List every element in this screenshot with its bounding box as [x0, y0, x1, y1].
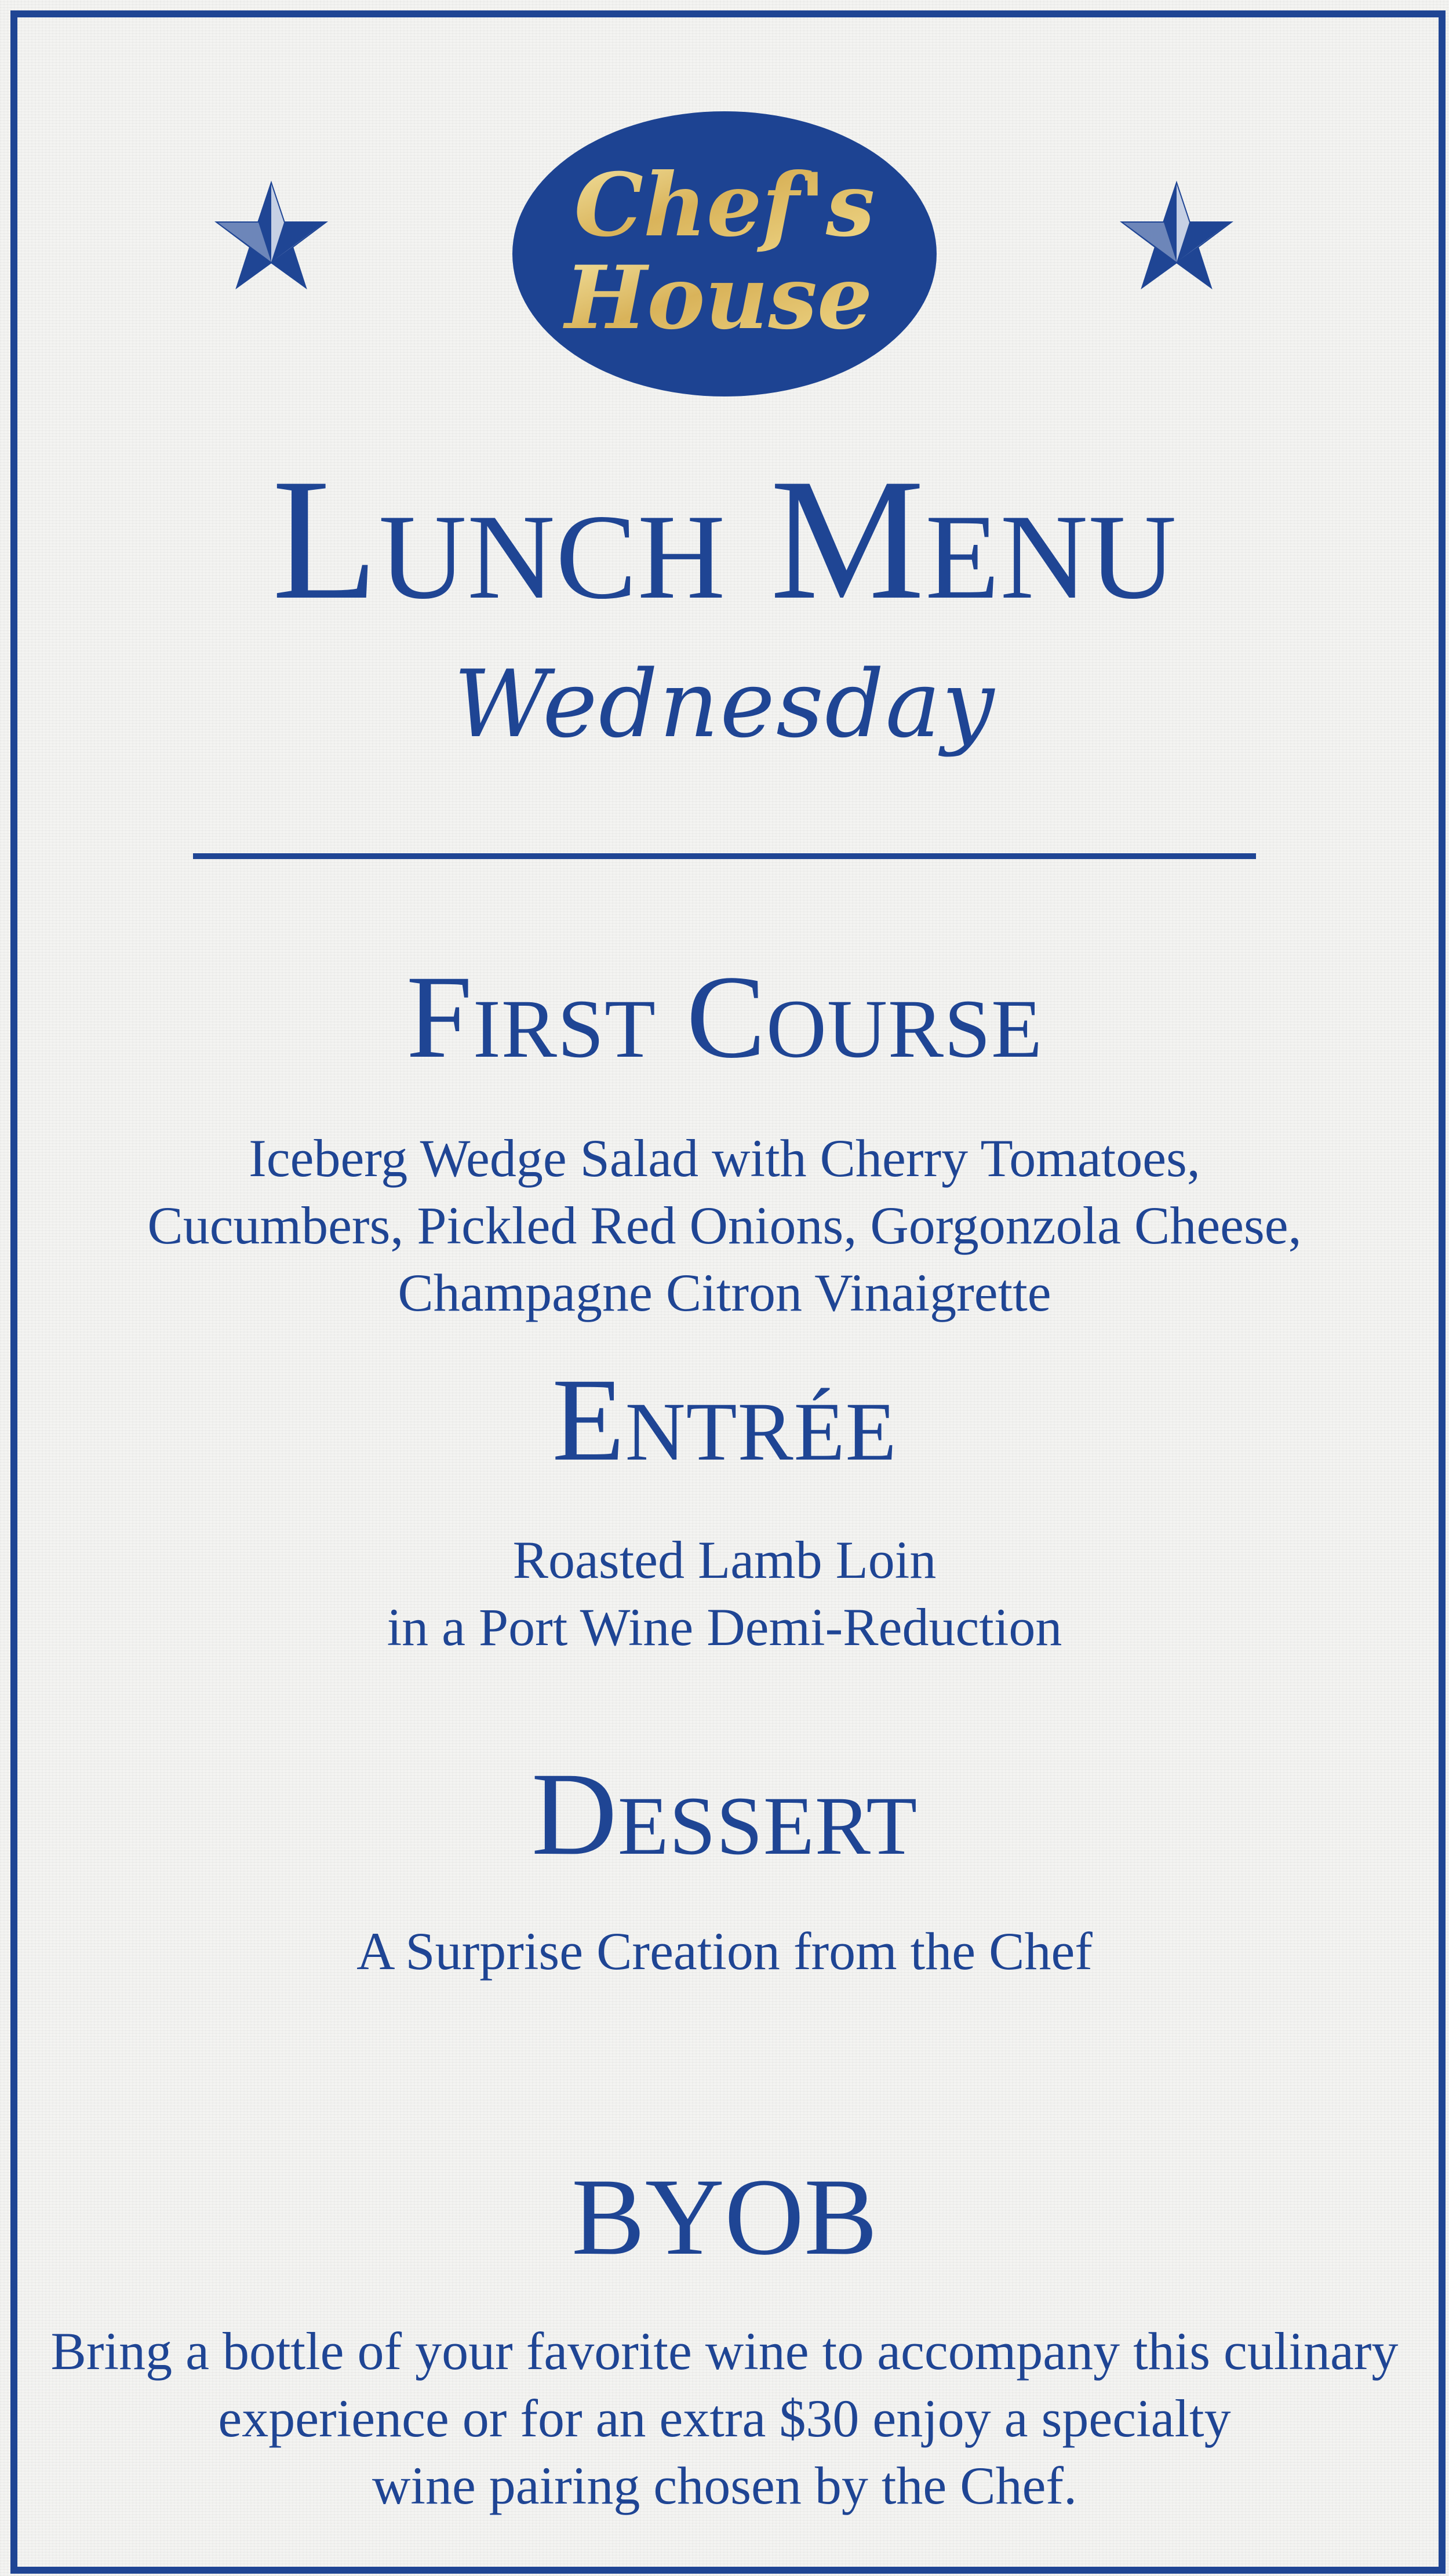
first-course-line: Champagne Citron Vinaigrette: [398, 1263, 1051, 1322]
dessert-description: [0, 1918, 1449, 1985]
page-title: Lunch Menu: [272, 443, 1177, 635]
logo-text-line1: Chef's: [574, 154, 875, 256]
first-course-description: [0, 1125, 1449, 1326]
entree-line: in a Port Wine Demi-Reduction: [387, 1598, 1062, 1657]
chefs-house-logo: [510, 109, 939, 399]
byob-description: [0, 2317, 1449, 2519]
entree-heading: Entrée: [552, 1354, 897, 1486]
byob-line: experience or for an extra $30 enjoy a specialty: [218, 2389, 1231, 2448]
day-subtitle: Wednesday: [453, 650, 996, 758]
entree-description: [0, 1526, 1449, 1661]
first-course-line: Cucumbers, Pickled Red Onions, Gorgonzola Cheese,: [147, 1196, 1302, 1255]
divider-rule: [193, 853, 1256, 859]
logo-text-line2: House: [565, 247, 873, 349]
star-icon: [213, 180, 329, 296]
byob-heading: BYOB: [571, 2156, 878, 2278]
byob-line: Bring a bottle of your favorite wine to accompany this culinary: [50, 2322, 1399, 2381]
first-course-line: Iceberg Wedge Salad with Cherry Tomatoes,: [249, 1129, 1200, 1188]
star-icon: [1119, 180, 1235, 296]
byob-line: wine pairing chosen by the Chef.: [372, 2456, 1077, 2515]
entree-line: Roasted Lamb Loin: [512, 1530, 937, 1589]
dessert-line: A Surprise Creation from the Chef: [356, 1922, 1093, 1981]
dessert-heading: Dessert: [531, 1748, 918, 1880]
first-course-heading: First Course: [406, 951, 1043, 1083]
